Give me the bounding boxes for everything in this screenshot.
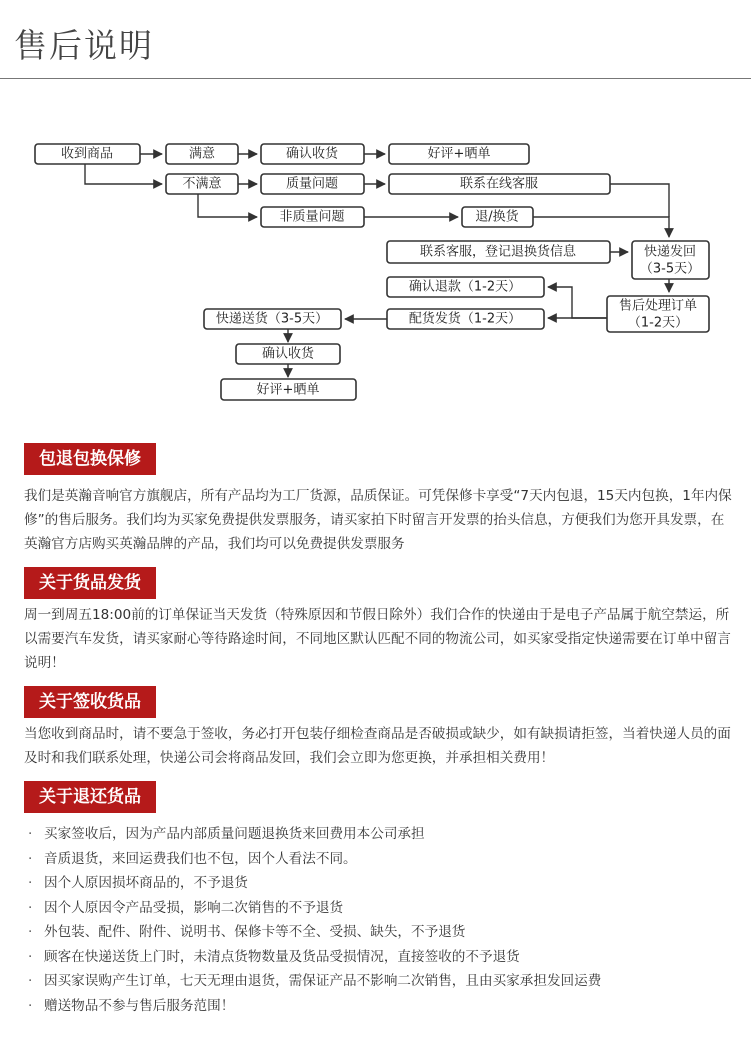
flow-node-label: 快递送货（3-5天） <box>215 311 329 327</box>
flow-node-label: 确认退款（1-2天） <box>408 279 522 295</box>
list-item-text: 因个人原因损坏商品的，不予退货 <box>44 875 248 891</box>
list-item-text: 因个人原因令产品受损，影响二次销售的不予退货 <box>44 899 344 916</box>
flow-node-confirm-receipt-2 <box>236 344 340 364</box>
flow-node-label: 联系在线客服 <box>459 176 539 192</box>
flow-node-process-order <box>607 296 709 332</box>
list-item: · 因个人原因损坏商品的，不予退货 <box>28 875 248 891</box>
list-item-text: 赠送物品不参与售后服务范围！ <box>44 997 235 1014</box>
flow-node-label: 不满意 <box>182 176 222 192</box>
flow-node-label: 非质量问题 <box>279 209 345 225</box>
flow-node-label: 联系客服，登记退换货信息 <box>419 244 577 260</box>
flow-node-quality-issue <box>261 174 364 194</box>
flow-node-label: 售后处理订单 <box>618 298 698 314</box>
list-item: · 因买家误购产生订单，七天无理由退货，需保证产品不影响二次销售，且由买家承担发回运费 <box>28 973 602 989</box>
section-heading-returns: 关于退还货品 <box>24 781 156 813</box>
flow-node-label: （3-5天） <box>639 261 701 277</box>
list-item-text: 买家签收后，因为产品内部质量问题退换货来回费用本公司承担 <box>44 826 425 842</box>
flow-node-label: 收到商品 <box>60 146 114 162</box>
return-rules-list <box>28 822 728 1018</box>
list-item-text: 外包装、配件、附件、说明书、保修卡等不全、受损、缺失，不予退货 <box>44 924 466 940</box>
flow-node-confirm-refund <box>387 277 544 297</box>
flow-node-label: 满意 <box>188 146 216 162</box>
list-item: · 顾客在快递送货上门时，未清点货物数量及货品受损情况，直接签收的不予退货 <box>28 948 520 965</box>
flow-node-label: 退/换货 <box>475 209 519 225</box>
flow-node-label: 好评+晒单 <box>256 382 320 398</box>
section-body-receiving: 当您收到商品时，请不要急于签收，务必打开包装仔细检查商品是否破损或缺少，如有缺损请拒签，当着快递人员的面及时和我们联系处理，快递公司会将商品发回，我们会立即为您更换，并承担相关费用！ <box>24 726 731 766</box>
flow-node-label: 配货发货（1-2天） <box>408 311 522 327</box>
list-item-text: 音质退货，来回运费我们也不包，因个人看法不同。 <box>44 850 357 867</box>
flow-node-label: 质量问题 <box>285 176 339 192</box>
flow-node-ship-out <box>387 309 544 329</box>
flow-node-delivery <box>204 309 341 329</box>
list-item: · 赠送物品不参与售后服务范围！ <box>28 997 235 1014</box>
list-item: · 买家签收后，因为产品内部质量问题退换货来回费用本公司承担 <box>28 826 425 842</box>
section-heading-receiving: 关于签收货品 <box>24 686 156 718</box>
flow-node-review-1 <box>389 144 529 164</box>
flow-node-review-2 <box>221 379 356 400</box>
flow-node-label: 快递发回 <box>643 244 697 260</box>
after-sales-flowchart <box>0 130 751 420</box>
section-heading-shipping: 关于货品发货 <box>24 567 156 599</box>
flow-node-label: 好评+晒单 <box>427 146 491 162</box>
title-divider <box>0 78 751 79</box>
flow-node-unsatisfied <box>166 174 238 194</box>
list-item: · 音质退货，来回运费我们也不包，因个人看法不同。 <box>28 850 357 867</box>
flow-node-label: 确认收货 <box>285 146 339 162</box>
page-title: 售后说明 <box>14 26 154 65</box>
flow-node-contact-online <box>389 174 610 194</box>
list-item: · 因个人原因令产品受损，影响二次销售的不予退货 <box>28 899 344 916</box>
flow-node-label: 确认收货 <box>261 346 315 362</box>
flow-node-receive <box>35 144 140 164</box>
section-body-shipping: 周一到周五18:00前的订单保证当天发货（特殊原因和节假日除外）我们合作的快递由于是电子产品属于航空禁运，所以需要汽车发货，请买家耐心等待路途时间，不同地区默认匹配不同的物流公司，如买家受指定快递需要在订单中留言说明！ <box>24 607 731 671</box>
list-item-text: 因买家误购产生订单，七天无理由退货，需保证产品不影响二次销售，且由买家承担发回运费 <box>44 973 602 989</box>
flow-node-return-exchange <box>462 207 533 227</box>
list-item: · 外包装、配件、附件、说明书、保修卡等不全、受损、缺失，不予退货 <box>28 924 466 940</box>
flow-node-label: （1-2天） <box>627 315 689 331</box>
flow-node-express-back <box>632 241 709 279</box>
section-body-return-warranty: 我们是英瀚音响官方旗舰店，所有产品均为工厂货源，品质保证。可凭保修卡享受“7天内包退，15天内包换，1年内保修”的售后服务。我们均为买家免费提供发票服务，请买家拍下时留言开发票的抬头信息，方便我们为您开具发票，在英瀚官方店购买英瀚品牌的产品，我们均可以免费提供发票服务 <box>24 488 732 552</box>
list-item-text: 顾客在快递送货上门时，未清点货物数量及货品受损情况，直接签收的不予退货 <box>44 948 520 965</box>
flow-node-satisfied <box>166 144 238 164</box>
flow-node-non-quality-issue <box>261 207 364 227</box>
flow-node-register-info <box>387 241 610 263</box>
section-heading-return-warranty: 包退包换保修 <box>24 443 156 475</box>
flow-node-confirm-receipt-1 <box>261 144 364 164</box>
